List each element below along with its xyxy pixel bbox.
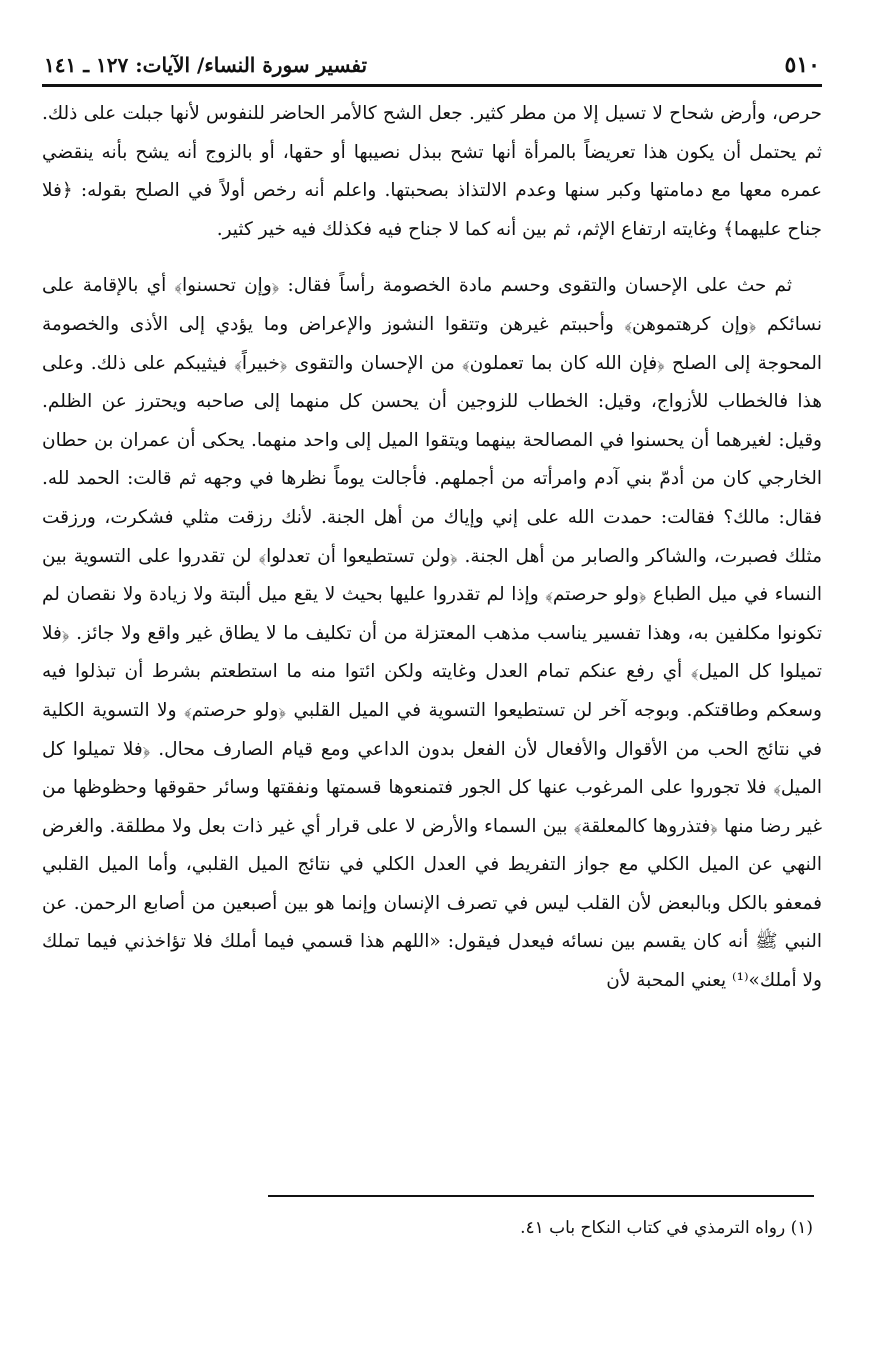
paragraph-2: ثم حث على الإحسان والتقوى وحسم مادة الخصومة رأساً فقال: ﴿وإن تحسنوا﴾ أي بالإقامة على نسائكم ﴿وإن كرهتموهن﴾ وأحببتم غيرهن وتتقوا النشوز والإعراض وما يؤدي إلى الأذى والخصومة المحوجة إلى الصلح ﴿فإن الله كان بما تعملون﴾ من الإحسان والتقوى ﴿خبيراً﴾ فيثيبكم على ذلك. وعلى هذا فالخطاب للأزواج، وقيل: الخطاب للزوجين أن يحسن كل منهما إلى صاحبه ويحترز عن الظلم. وقيل: لغيرهما أن يحسنوا في المصالحة بينهما ويتقوا الميل إلى واحد منهما. يحكى أن عمران بن حطان الخارجي كان من أدمّ بني آدم وامرأته من أجملهم. فأجالت يوماً نظرها في وجهه ثم قالت: الحمد لله. فقال: مالك؟ فقالت: حمدت الله على إني وإياك من أهل الجنة. لأنك رزقت مثلي فشكرت، ورزقت مثلك فصبرت، والشاكر والصابر من أهل الجنة. ﴿ولن تستطيعوا أن تعدلوا﴾ لن تقدروا على التسوية بين النساء في ميل الطباع ﴿ولو حرصتم﴾ وإذا لم تقدروا عليها بحيث لا يقع ميل ألبتة ولا زيادة ولا نقصان لم تكونوا مكلفين به، وهذا تفسير يناسب مذهب المعتزلة من أن تكليف ما لا يطاق غير واقع ولا جائز. ﴿فلا تميلوا كل الميل﴾ أي رفع عنكم تمام العدل وغايته ولكن ائتوا منه ما استطعتم بشرط أن تبذلوا فيه وسعكم وطاقتكم. وبوجه آخر لن تستطيعوا التسوية في الميل القلبي ﴿ولو حرصتم﴾ ولا التسوية الكلية في نتائج الحب من الأقوال والأفعال لأن الفعل بدون الداعي ومع قيام الصارف محال. ﴿فلا تميلوا كل الميل﴾ فلا تجوروا على المرغوب عنها كل الجور فتمنعوها قسمتها ونفقتها وسائر حقوقها وحظوظها من غير رضا منها ﴿فتذروها كالمعلقة﴾ بين السماء والأرض لا على قرار أي غير ذات بعل ولا مطلقة. والغرض النهي عن الميل الكلي مع جواز التفريط في العدل الكلي في نتائج الميل القلبي، وأما الميل القلبي فمعفو بالكل وبالبعض لأن القلب ليس في تصرف الإنسان وإنما هو بين أصبعين من أصابع الرحمن. عن النبي ﷺ أنه كان يقسم بين نسائه فيعدل فيقول: «اللهم هذا قسمي فيما أملك فلا تؤاخذني فيما تملك ولا أملك»⁽¹⁾ يعني المحبة لأن [42, 275, 822, 992]
page [42, 52, 822, 1001]
paragraph-1: حرص، وأرض شحاح لا تسيل إلا من مطر كثير. جعل الشح كالأمر الحاضر للنفوس لأنها جبلت على ذلك. ثم يحتمل أن يكون هذا تعريضاً بالمرأة أنها تشح ببذل نصيبها أو حقها، أو بالزوج أنه يشح بأنه ينقضي عمره معها مع دمامتها وكبر سنها وعدم الالتذاذ بصحبتها. واعلم أنه رخص أولاً في الصلح بقوله: ﴿فلا جناح عليهما﴾ وغايته ارتفاع الإثم، ثم بين أنه كما لا جناح فيه فكذلك فيه خير كثير. [42, 103, 822, 240]
footnote-separator [268, 1195, 814, 1197]
page-number: ٥١٠ [784, 52, 820, 78]
body-text [42, 95, 822, 1001]
running-title: تفسير سورة النساء/ الآيات: ١٢٧ ـ ١٤١ [44, 53, 368, 77]
footnote: (١) رواه الترمذي في كتاب النكاح باب ٤١. [520, 1218, 813, 1238]
running-header [42, 52, 822, 87]
